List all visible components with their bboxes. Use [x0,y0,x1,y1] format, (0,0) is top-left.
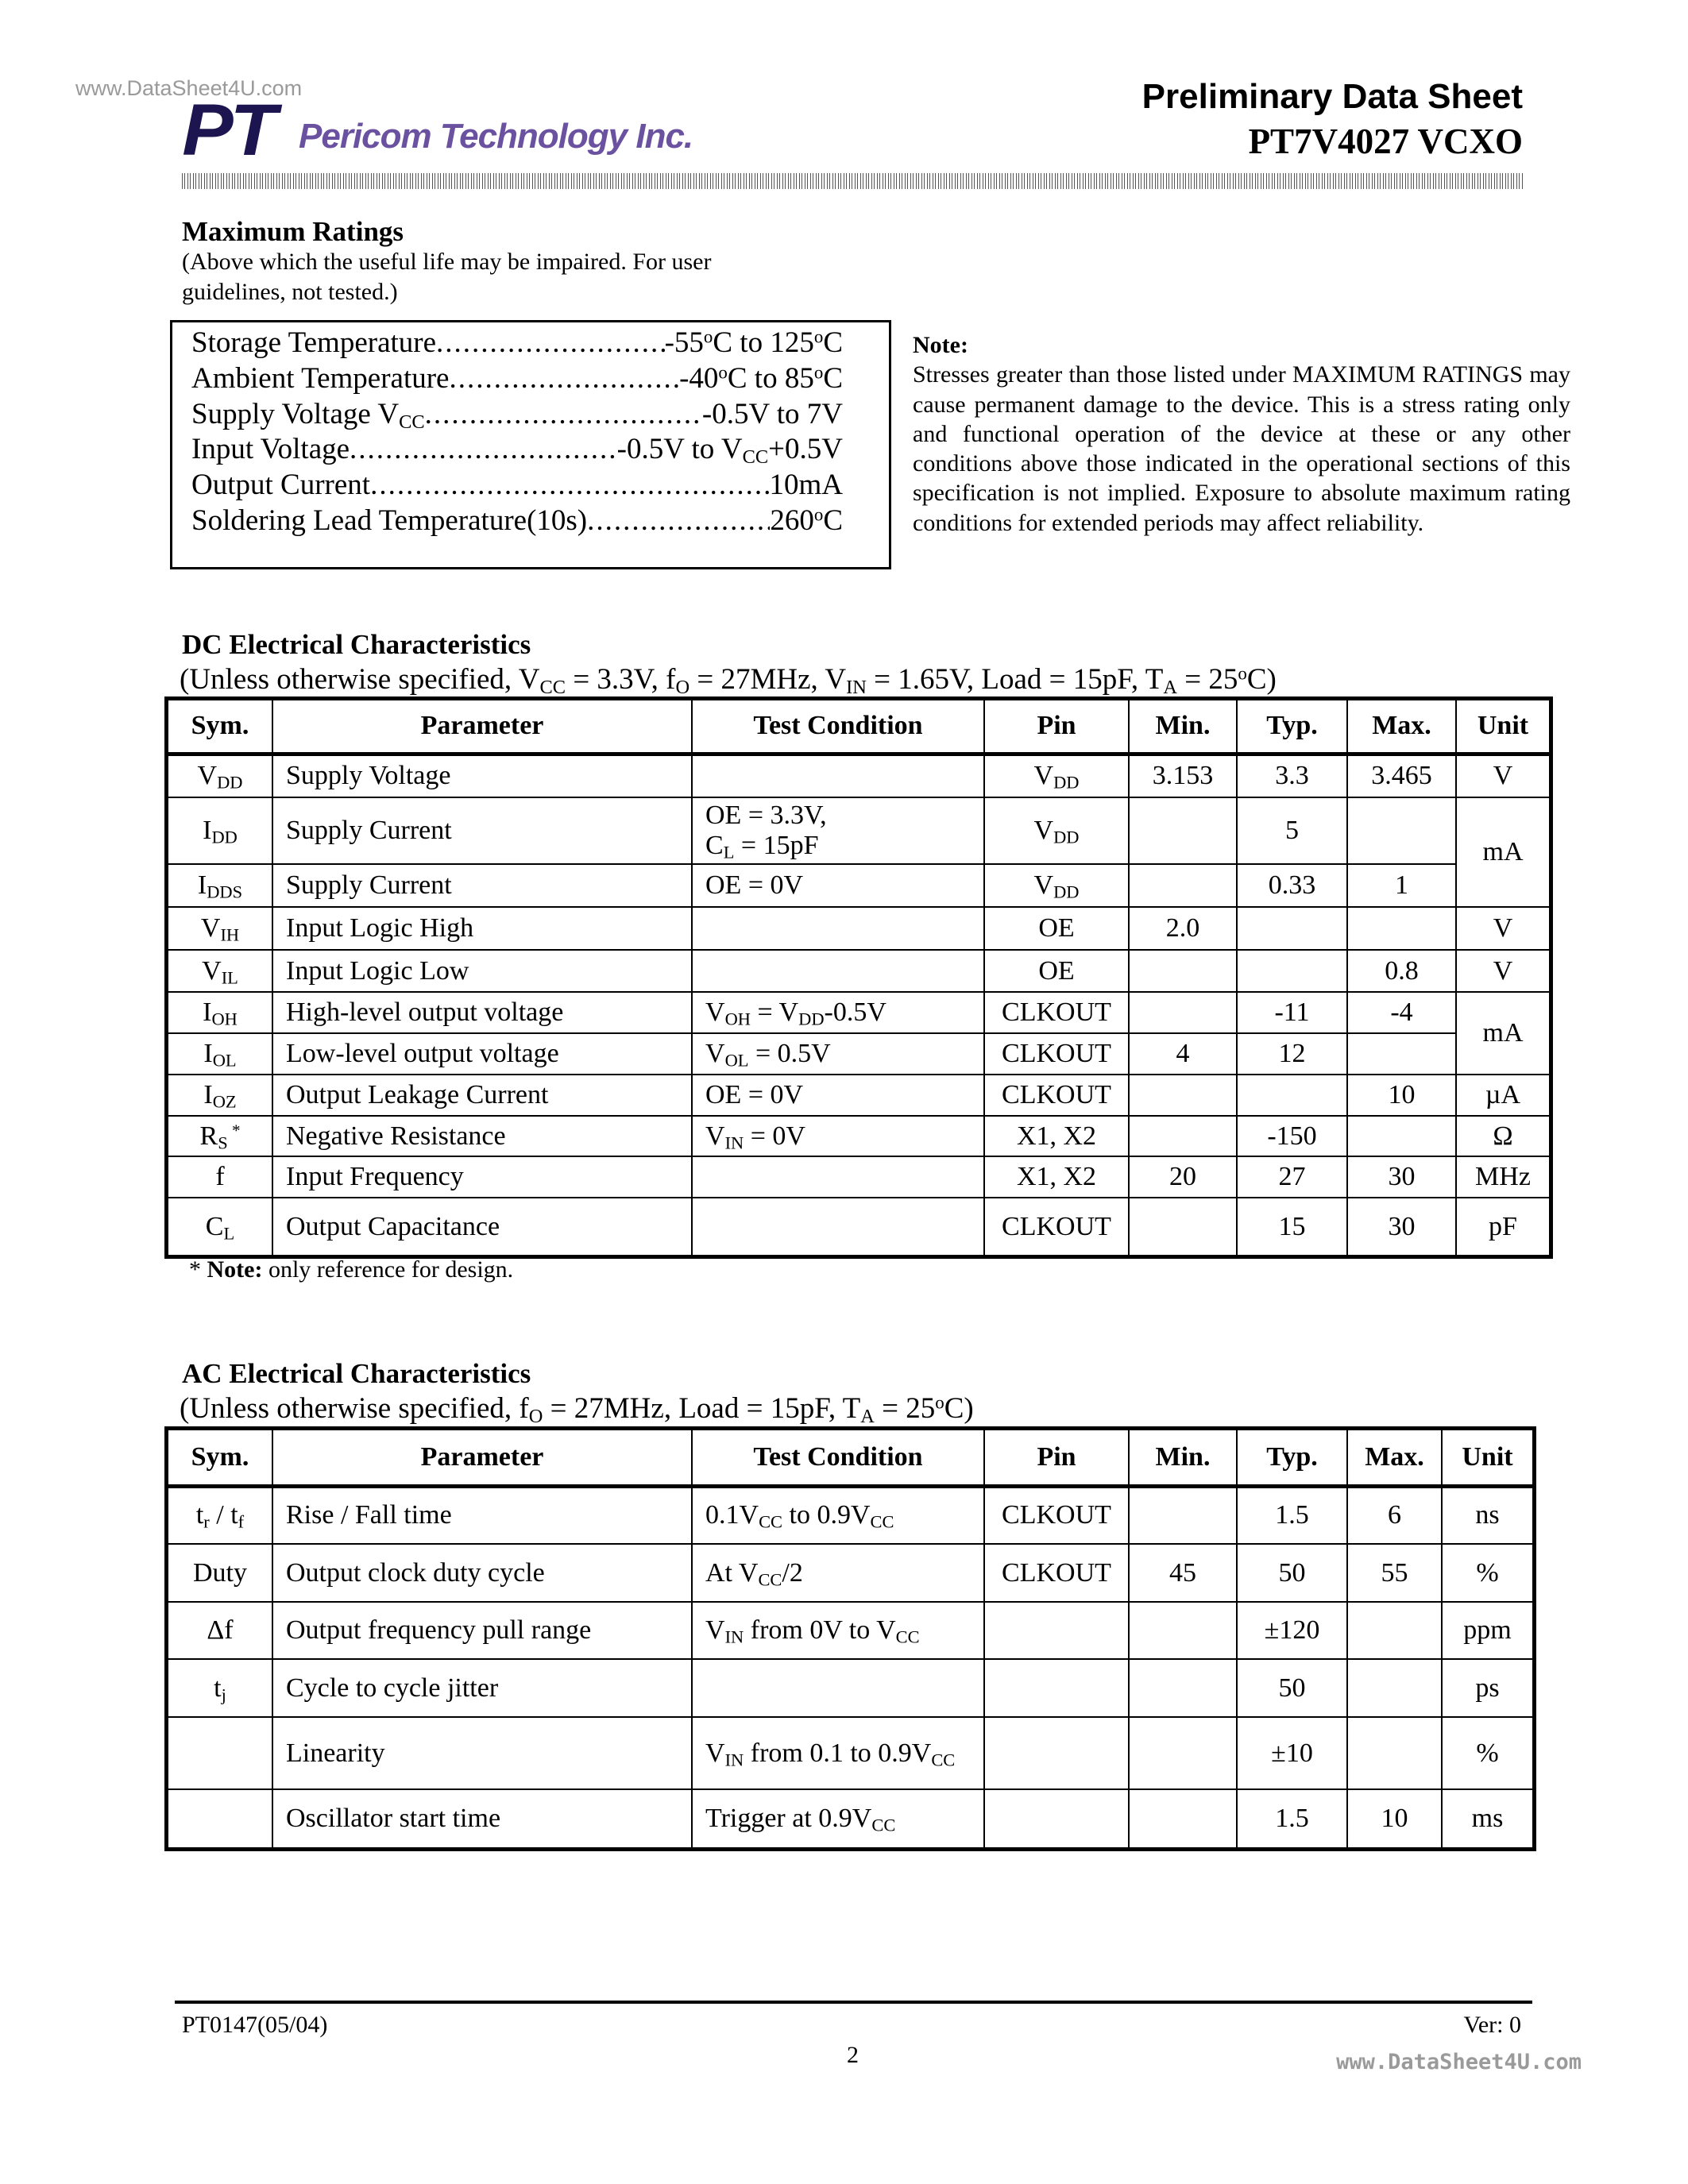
rating-label: Soldering Lead Temperature(10s) [191,504,588,537]
footer-divider [175,2001,1532,2004]
max-cell: 1 [1347,864,1456,907]
footnote-label: Note: [207,1256,263,1283]
pin-cell: X1, X2 [984,1116,1129,1156]
header-barcode-divider [182,173,1523,189]
test-condition-cell: OE = 3.3V, $C_L = 15pF$ [692,797,984,864]
rating-label: Input Voltage [191,433,350,465]
max-rating-line [191,468,843,503]
max-ratings-box [170,320,891,569]
max-cell [1347,797,1456,864]
parameter-cell: Negative Resistance [272,1116,692,1156]
test-condition-cell: $V_{OH} = V_{DD}-0.5V$ [692,992,984,1033]
typ-cell: -150 [1237,1116,1347,1156]
symbol-cell [168,1789,272,1848]
unit-cell: mA [1456,992,1550,1075]
dot-leader [350,432,617,467]
min-cell [1129,950,1237,992]
symbol-cell: $I_{OZ}$ [168,1075,272,1116]
test-condition-cell [692,1156,984,1198]
column-header: Sym. [168,1430,272,1486]
column-header: Typ. [1237,1430,1347,1486]
min-cell [1129,1789,1237,1848]
footnote-mark: * [189,1256,207,1283]
min-cell [1129,1602,1237,1659]
rating-label: Storage Temperature [191,326,437,359]
symbol-cell: $V_{IL}$ [168,950,272,992]
max-cell [1347,1033,1456,1075]
max-rating-line [191,504,843,538]
max-cell [1347,1659,1442,1717]
ac-title: AC Electrical Characteristics [182,1358,531,1389]
test-condition-cell: $V_{IN} = 0V$ [692,1116,984,1156]
symbol-cell [168,1717,272,1789]
max-ratings-subtitle-1: (Above which the useful life may be impaired. For user [182,249,712,275]
test-condition-cell [692,907,984,950]
symbol-cell: Δf [168,1602,272,1659]
max-cell [1347,1717,1442,1789]
symbol-cell: $I_{DDS}$ [168,864,272,907]
max-ratings-subtitle-2: guidelines, not tested.) [182,279,398,305]
pin-cell: CLKOUT [984,1544,1129,1602]
test-condition-cell: OE = 0V [692,864,984,907]
column-header: Typ. [1237,700,1347,754]
min-cell: 3.153 [1129,754,1237,797]
table-row [168,1198,1550,1256]
max-cell: 30 [1347,1198,1456,1256]
dc-subtitle: (Unless otherwise specified, $V_{CC} = 3.3V$, $f_O = 27MHz$, $V_{IN} = 1.65V$, Load = 15pF, $T_A = 25^oC$) [180,663,1277,699]
typ-cell: 50 [1237,1544,1347,1602]
max-cell [1347,1116,1456,1156]
dc-title: DC Electrical Characteristics [182,629,531,660]
max-cell: 10 [1347,1789,1442,1848]
typ-cell: 0.33 [1237,864,1347,907]
parameter-cell: Supply Current [272,864,692,907]
symbol-cell: Duty [168,1544,272,1602]
pin-cell: OE [984,907,1129,950]
parameter-cell: Input Frequency [272,1156,692,1198]
dot-leader [370,468,769,503]
note-title: Note: [913,332,968,358]
unit-cell: V [1456,950,1550,992]
symbol-cell: f [168,1156,272,1198]
symbol-cell: $C_L$ [168,1198,272,1256]
footer-doc-id: PT0147(05/04) [182,2012,328,2038]
test-condition-cell: At $V_{CC}/2$ [692,1544,984,1602]
parameter-cell: Supply Current [272,797,692,864]
pin-cell: CLKOUT [984,1486,1129,1544]
max-cell: 0.8 [1347,950,1456,992]
table-row [168,1602,1533,1659]
rating-value: 10mA [769,469,843,501]
test-condition-cell: $V_{IN}$ from 0V to $V_{CC}$ [692,1602,984,1659]
logo-company-name: Pericom Technology Inc. [299,117,693,156]
typ-cell: 3.3 [1237,754,1347,797]
max-cell: 6 [1347,1486,1442,1544]
parameter-cell: Oscillator start time [272,1789,692,1848]
column-header: Min. [1129,700,1237,754]
min-cell [1129,1198,1237,1256]
unit-cell: ns [1442,1486,1533,1544]
parameter-cell: Output Capacitance [272,1198,692,1256]
test-condition-cell: $0.1V_{CC}$ to $0.9V_{CC}$ [692,1486,984,1544]
typ-cell: 27 [1237,1156,1347,1198]
parameter-cell: Cycle to cycle jitter [272,1659,692,1717]
max-cell [1347,907,1456,950]
unit-cell: ms [1442,1789,1533,1848]
unit-cell: ppm [1442,1602,1533,1659]
min-cell [1129,1717,1237,1789]
test-condition-cell [692,1659,984,1717]
table-row [168,950,1550,992]
table-row [168,797,1550,864]
rating-value: -0.5V to 7V [701,398,843,430]
column-header: Test Condition [692,700,984,754]
table-header-row [168,1430,1533,1486]
page-number: 2 [847,2042,859,2068]
min-cell: 2.0 [1129,907,1237,950]
dot-leader [436,326,665,361]
table-row [168,1789,1533,1848]
max-cell: 10 [1347,1075,1456,1116]
pin-cell [984,1602,1129,1659]
parameter-cell: Linearity [272,1717,692,1789]
max-rating-line [191,326,843,361]
ac-subtitle: (Unless otherwise specified, $f_O = 27MHz$, Load = 15pF, $T_A = 25^oC$) [180,1392,974,1428]
unit-cell: V [1456,907,1550,950]
test-condition-cell [692,754,984,797]
parameter-cell: Output frequency pull range [272,1602,692,1659]
parameter-cell: Output Leakage Current [272,1075,692,1116]
min-cell [1129,992,1237,1033]
logo-mark: PT [182,90,274,171]
dot-leader [425,397,702,432]
unit-cell: pF [1456,1198,1550,1256]
symbol-cell: $I_{OH}$ [168,992,272,1033]
typ-cell: -11 [1237,992,1347,1033]
unit-cell: ps [1442,1659,1533,1717]
typ-cell [1237,907,1347,950]
typ-cell: ±10 [1237,1717,1347,1789]
note-block [913,330,1570,538]
pin-cell [984,1789,1129,1848]
parameter-cell: Input Logic High [272,907,692,950]
test-condition-cell [692,1198,984,1256]
symbol-cell: $I_{OL}$ [168,1033,272,1075]
unit-cell: % [1442,1717,1533,1789]
symbol-cell: $t_r / t_f$ [168,1486,272,1544]
table-header-row [168,700,1550,754]
ac-characteristics-table [167,1429,1534,1849]
rating-label: Output Current [191,469,371,501]
table-row [168,1486,1533,1544]
header-title: Preliminary Data Sheet [1141,77,1523,116]
table-row [168,1659,1533,1717]
max-cell: 3.465 [1347,754,1456,797]
unit-cell: V [1456,754,1550,797]
min-cell [1129,1116,1237,1156]
pin-cell: CLKOUT [984,1033,1129,1075]
table-row [168,1116,1550,1156]
dc-characteristics-table [167,699,1551,1256]
table-row [168,992,1550,1033]
max-ratings-title: Maximum Ratings [182,216,404,247]
min-cell [1129,1659,1237,1717]
unit-cell: Ω [1456,1116,1550,1156]
column-header: Unit [1442,1430,1533,1486]
typ-cell: 1.5 [1237,1486,1347,1544]
rating-value: -40$^o$C to 85$^o$C [679,362,843,395]
min-cell [1129,1075,1237,1116]
min-cell: 4 [1129,1033,1237,1075]
column-header: Max. [1347,700,1456,754]
column-header: Pin [984,700,1129,754]
column-header: Parameter [272,700,692,754]
watermark-top: www.DataSheet4U.com [75,76,303,100]
dot-leader [587,504,770,538]
column-header: Unit [1456,700,1550,754]
parameter-cell: Rise / Fall time [272,1486,692,1544]
typ-cell: 15 [1237,1198,1347,1256]
column-header: Max. [1347,1430,1442,1486]
min-cell [1129,1486,1237,1544]
pin-cell: CLKOUT [984,1075,1129,1116]
table-row [168,1156,1550,1198]
pin-cell: X1, X2 [984,1156,1129,1198]
pin-cell: CLKOUT [984,992,1129,1033]
column-header: Sym. [168,700,272,754]
table-row [168,1075,1550,1116]
pin-cell [984,1659,1129,1717]
pin-cell: OE [984,950,1129,992]
rating-value: 260$^o$C [770,504,843,537]
rating-label: Supply Voltage $V_{CC}$ [191,398,425,434]
typ-cell [1237,1075,1347,1116]
max-rating-line [191,361,843,396]
test-condition-cell [692,950,984,992]
table-row [168,1544,1533,1602]
table-row [168,1033,1550,1075]
unit-cell: MHz [1456,1156,1550,1198]
symbol-cell: $t_j$ [168,1659,272,1717]
parameter-cell: High-level output voltage [272,992,692,1033]
test-condition-cell: OE = 0V [692,1075,984,1116]
column-header: Test Condition [692,1430,984,1486]
parameter-cell: Output clock duty cycle [272,1544,692,1602]
max-cell: -4 [1347,992,1456,1033]
pin-cell: $V_{DD}$ [984,797,1129,864]
test-condition-cell: $V_{OL} = 0.5V$ [692,1033,984,1075]
parameter-cell: Supply Voltage [272,754,692,797]
watermark-bottom: www.DataSheet4U.com [1336,2050,1582,2074]
symbol-cell: $V_{IH}$ [168,907,272,950]
typ-cell [1237,950,1347,992]
footer-version: Ver: 0 [1463,2012,1521,2038]
pin-cell: CLKOUT [984,1198,1129,1256]
symbol-cell: $I_{DD}$ [168,797,272,864]
test-condition-cell: Trigger at $0.9V_{CC}$ [692,1789,984,1848]
table-row [168,1717,1533,1789]
table-row [168,754,1550,797]
min-cell [1129,797,1237,864]
pin-cell [984,1717,1129,1789]
min-cell: 20 [1129,1156,1237,1198]
column-header: Pin [984,1430,1129,1486]
table-row [168,864,1550,907]
max-cell: 55 [1347,1544,1442,1602]
test-condition-cell: $V_{IN}$ from 0.1 to $0.9V_{CC}$ [692,1717,984,1789]
pin-cell: $V_{DD}$ [984,864,1129,907]
rating-value: -55$^o$C to 125$^o$C [664,326,843,359]
unit-cell: % [1442,1544,1533,1602]
table-row [168,907,1550,950]
unit-cell: µA [1456,1075,1550,1116]
typ-cell: 50 [1237,1659,1347,1717]
typ-cell: ±120 [1237,1602,1347,1659]
dc-footnote [189,1256,513,1283]
max-rating-line [191,397,843,432]
pin-cell: $V_{DD}$ [984,754,1129,797]
parameter-cell: Low-level output voltage [272,1033,692,1075]
column-header: Min. [1129,1430,1237,1486]
typ-cell: 5 [1237,797,1347,864]
rating-label: Ambient Temperature [191,362,450,395]
min-cell: 45 [1129,1544,1237,1602]
min-cell [1129,864,1237,907]
typ-cell: 1.5 [1237,1789,1347,1848]
typ-cell: 12 [1237,1033,1347,1075]
header-part-number: PT7V4027 VCXO [1248,122,1523,161]
symbol-cell: $V_{DD}$ [168,754,272,797]
symbol-cell: $R_S$ * [168,1116,272,1156]
footnote-text: only reference for design. [262,1256,514,1283]
max-cell: 30 [1347,1156,1456,1198]
column-header: Parameter [272,1430,692,1486]
note-text: Stresses greater than those listed under MAXIMUM RATINGS may cause permanent damage to the device. This is a stress rating only and functional operation of the device at these or any other conditions above those indicated in the operational sections of this specification is not implied. Exposure to absolute maximum rating conditions for extended periods may affect reliability. [913,361,1570,536]
dot-leader [449,361,679,396]
parameter-cell: Input Logic Low [272,950,692,992]
max-cell [1347,1602,1442,1659]
rating-value: -0.5V to $V_{CC}+0.5V$ [616,433,843,469]
unit-cell: mA [1456,797,1550,907]
max-rating-line [191,432,843,467]
